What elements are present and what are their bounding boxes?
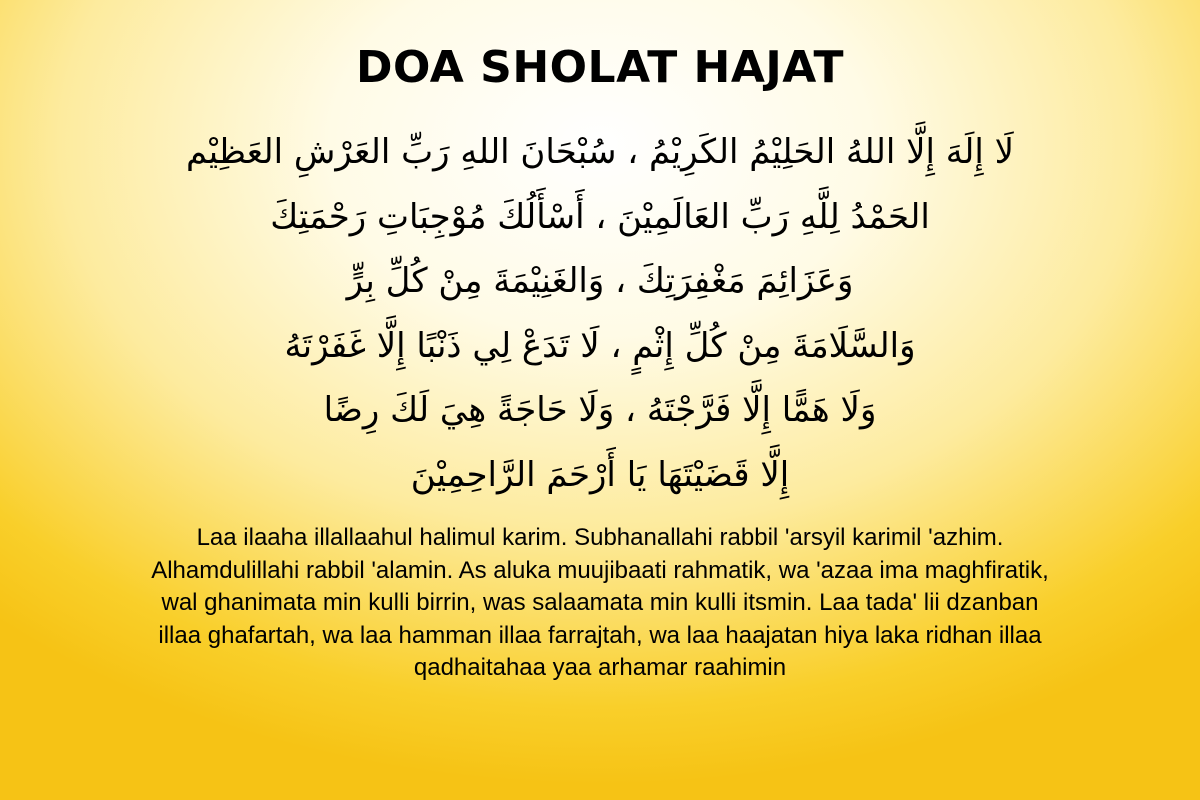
arabic-line-3: وَعَزَائِمَ مَغْفِرَتِكَ ، وَالغَنِيْمَةَ مِنْ كُلِّ بِرٍّ (346, 261, 854, 301)
arabic-line-4: وَالسَّلَامَةَ مِنْ كُلِّ إِثْمٍ ، لَا تَدَعْ لِي ذَنْبًا إِلَّا غَفَرْتَهُ (284, 325, 916, 366)
arabic-line-6: إِلَّا قَضَيْتَهَا يَا أَرْحَمَ الرَّاحِمِيْنَ (410, 454, 790, 495)
arabic-line-1: لَا إِلَهَ إِلَّا اللهُ الحَلِيْمُ الكَرِيْمُ ، سُبْحَانَ اللهِ رَبِّ العَرْشِ العَظِيْم (186, 132, 1014, 172)
arabic-line-5: وَلَا هَمًّا إِلَّا فَرَّجْتَهُ ، وَلَا حَاجَةً هِيَ لَكَ رِضًا (323, 390, 877, 430)
arabic-line-2: الحَمْدُ لِلَّهِ رَبِّ العَالَمِيْنَ ، أَسْأَلُكَ مُوْجِبَاتِ رَحْمَتِكَ (270, 196, 930, 237)
transliteration-text: Laa ilaaha illallaahul halimul karim. Subhanallahi rabbil 'arsyil karimil 'azhim. Alhamdulillahi rabbil 'alamin. As aluka muujibaati rahmatik, wa 'azaa ima maghfiratik, wal ghanimata min kulli birrin, was salaamata min kulli itsmin. Laa tada' lii dzanban illaa ghafartah, wa laa hamman illaa farrajtah, wa laa haajatan hiya laka ridhan illaa qadhaitahaa yaa arhamar raahimin (151, 524, 1049, 681)
arabic-prayer-text (60, 120, 1140, 507)
page-title: DOA SHOLAT HAJAT (356, 42, 844, 93)
